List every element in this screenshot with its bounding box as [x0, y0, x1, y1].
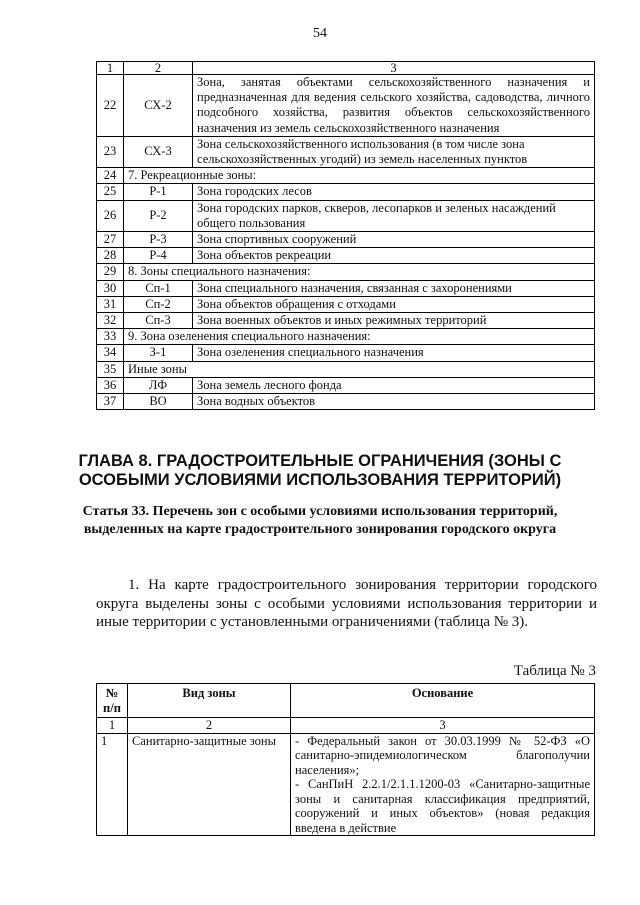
- row-number: 37: [97, 394, 124, 410]
- table-row: [97, 345, 595, 361]
- table-row: [97, 168, 595, 184]
- zone-description: Зона водных объектов: [193, 394, 595, 410]
- zone-description: Зона озеленения специального назначения: [193, 345, 595, 361]
- table-row: [97, 394, 595, 410]
- zone-code: Сп-2: [124, 296, 193, 312]
- table-row: [97, 248, 595, 264]
- row-number: 36: [97, 377, 124, 393]
- table-row: [97, 377, 595, 393]
- group-title: Иные зоны: [124, 361, 595, 377]
- group-title: 7. Рекреационные зоны:: [124, 168, 595, 184]
- zone-code: Сп-1: [124, 280, 193, 296]
- col-header-zone-type: Вид зоны: [128, 684, 291, 718]
- zone-code: ЛФ: [124, 377, 193, 393]
- row-number: 31: [97, 296, 124, 312]
- row-number: 28: [97, 248, 124, 264]
- row-number: 35: [97, 361, 124, 377]
- zone-type: Санитарно-защитные зоны: [128, 733, 291, 836]
- zone-code: ВО: [124, 394, 193, 410]
- table-row: [97, 232, 595, 248]
- row-number: 32: [97, 313, 124, 329]
- zone-code: Р-4: [124, 248, 193, 264]
- index-cell: 3: [291, 718, 595, 734]
- zone-description: Зона, занятая объектами сельскохозяйственного назначения и предназначенная для ведения сельского хозяйства, садоводства, личного подсобного хозяйства, развития объектов сельскохозяйственного назначения из земель сельскохозяйственного назначения: [193, 75, 595, 137]
- header-cell: 2: [124, 62, 193, 75]
- zone-code: Р-2: [124, 200, 193, 231]
- zone-description: Зона земель лесного фонда: [193, 377, 595, 393]
- article-heading: Статья 33. Перечень зон с особыми условиями использования территорий, выделенных на карте градостроительного зонирования городского округа: [82, 504, 558, 537]
- col-header-num: № п/п: [97, 684, 128, 718]
- group-title: 8. Зоны специального назначения:: [124, 264, 595, 280]
- zone-description: Зона объектов обращения с отходами: [193, 296, 595, 312]
- row-number: 30: [97, 280, 124, 296]
- body-paragraph: 1. На карте градостроительного зонирования территории городского округа выделены зоны с особыми условиями использования территории и иные территории с установленными ограничениями (таблица № 3).: [96, 577, 597, 630]
- page-number: 54: [313, 26, 327, 41]
- col-header-basis: Основание: [291, 684, 595, 718]
- index-row: [97, 718, 595, 734]
- table-row: [97, 313, 595, 329]
- table-row: [97, 264, 595, 280]
- table-header-row: [97, 62, 595, 75]
- zone-code: З-1: [124, 345, 193, 361]
- table-row: [97, 280, 595, 296]
- row-number: 24: [97, 168, 124, 184]
- zone-code: СХ-2: [124, 75, 193, 137]
- row-number: 33: [97, 329, 124, 345]
- zone-code: Р-1: [124, 184, 193, 200]
- basis-item: - СанПиН 2.2.1/2.1.1.1200-03 «Санитарно-защитные зоны и санитарная классификация предприятий, сооружений и иных объектов» (новая редакция введена в действие: [295, 777, 590, 835]
- row-number: 25: [97, 184, 124, 200]
- row-number: 1: [97, 733, 128, 836]
- table-row: [97, 184, 595, 200]
- table-caption: Таблица № 3: [513, 663, 596, 679]
- zone-code: Р-3: [124, 232, 193, 248]
- zone-description: Зона городских лесов: [193, 184, 595, 200]
- zone-code: Сп-3: [124, 313, 193, 329]
- row-number: 26: [97, 200, 124, 231]
- table-row: [97, 296, 595, 312]
- zone-description: Зона специального назначения, связанная с захоронениями: [193, 280, 595, 296]
- zones-table: [96, 61, 595, 410]
- table-row: [97, 200, 595, 231]
- group-title: 9. Зона озеленения специального назначения:: [124, 329, 595, 345]
- index-cell: 2: [128, 718, 291, 734]
- row-number: 22: [97, 75, 124, 137]
- chapter-heading: ГЛАВА 8. ГРАДОСТРОИТЕЛЬНЫЕ ОГРАНИЧЕНИЯ (ЗОНЫ С ОСОБЫМИ УСЛОВИЯМИ ИСПОЛЬЗОВАНИЯ ТЕРРИТОРИЙ): [78, 452, 562, 489]
- table-row: [97, 136, 595, 167]
- basis-item: - Федеральный закон от 30.03.1999 № 52-ФЗ «О санитарно-эпидемиологическом благополучии населения»;: [295, 733, 590, 777]
- table-row: [97, 75, 595, 137]
- header-cell: 3: [193, 62, 595, 75]
- header-cell: 1: [97, 62, 124, 75]
- restrictions-table: [96, 683, 595, 836]
- zone-description: Зона объектов рекреации: [193, 248, 595, 264]
- zone-code: СХ-3: [124, 136, 193, 167]
- table-row: [97, 733, 595, 836]
- table-row: [97, 361, 595, 377]
- row-number: 29: [97, 264, 124, 280]
- zone-description: Зона спортивных сооружений: [193, 232, 595, 248]
- row-number: 23: [97, 136, 124, 167]
- row-number: 34: [97, 345, 124, 361]
- zone-description: Зона сельскохозяйственного использования (в том числе зона сельскохозяйственных угодий) из земель населенных пунктов: [193, 136, 595, 167]
- table-row: [97, 329, 595, 345]
- zone-basis: [291, 733, 595, 836]
- row-number: 27: [97, 232, 124, 248]
- zone-description: Зона городских парков, скверов, лесопарков и зеленых насаждений общего пользования: [193, 200, 595, 231]
- zone-description: Зона военных объектов и иных режимных территорий: [193, 313, 595, 329]
- index-cell: 1: [97, 718, 128, 734]
